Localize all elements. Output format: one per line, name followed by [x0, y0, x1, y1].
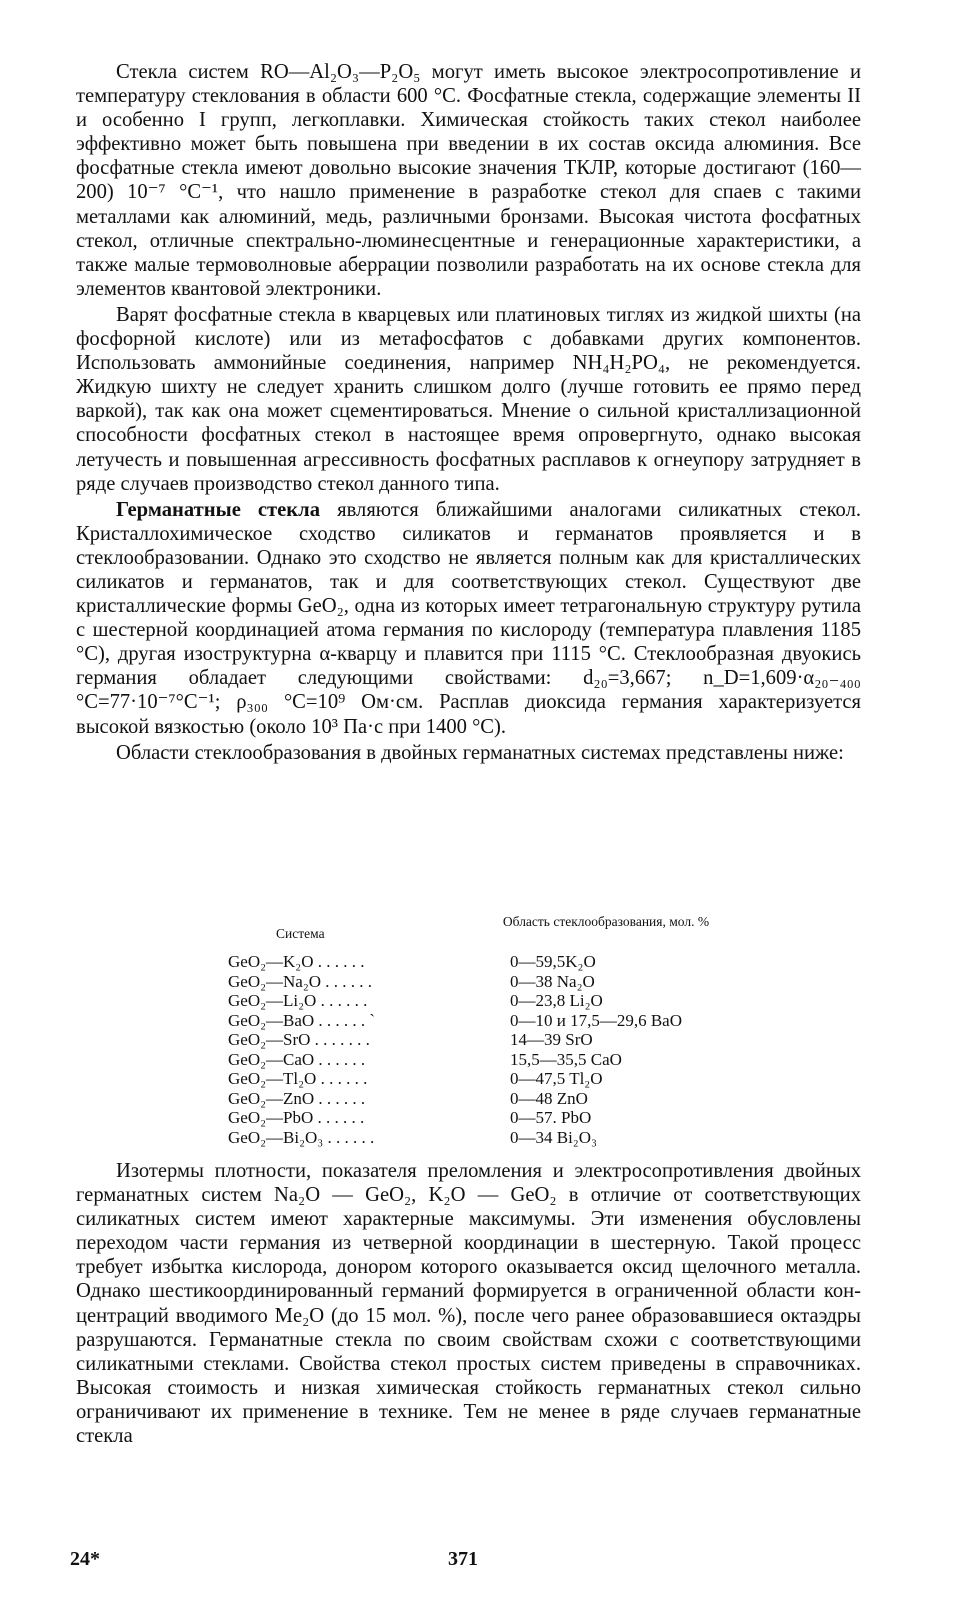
system-cell: GeO₂—Li₂O . . . . . . — [228, 991, 368, 1010]
table-row — [228, 1011, 748, 1031]
system-cell: GeO₂—K₂O . . . . . . — [228, 952, 365, 971]
area-cell: 0—48 ZnO — [510, 1088, 588, 1108]
paragraph-germanate-glasses — [76, 498, 861, 739]
table-header — [228, 914, 748, 952]
paragraph-table-intro: Области стеклообразования в двойных германатных системах представлены ниже: — [116, 741, 844, 764]
table-row — [228, 991, 748, 1011]
area-cell: 0—10 и 17,5—29,6 BaO — [510, 1010, 683, 1030]
page-number: 371 — [448, 1548, 478, 1570]
area-cell: 14—39 SrO — [510, 1030, 593, 1049]
system-cell: GeO₂—Tl₂O . . . . . . — [228, 1069, 368, 1088]
table-body — [228, 952, 748, 1147]
table-row — [228, 1108, 748, 1128]
system-cell: GeO₂—BaO . . . . . . ˋ — [228, 1010, 376, 1030]
paragraph-phosphate-properties: Стекла систем RO—Al₂O₃—P₂O₅ могут иметь высокое электросопротивление и температуру стеклования в области 600 °С. Фосфатные стекла, содержащие элементы II и особенно I групп, легкоплавки. Химическая стойкость таких стекол наиболее эффективно может быть повышена при введении в их состав оксида алюминия. Все фосфатные стекла имеют довольно высокие значения ТКЛР, которые достигают (160—200) 10⁻⁷ °С⁻¹, что нашло применение в разработке стекол для спаев с такими металлами как алюминий, медь, различными бронзами. Высокая чистота фосфатных стекол, отличные спектрально-люминесцентные и генерационные характеристики, а также малые термоволновые аберрации позволили разработать на их основе стекла для элементов квантовой электроники. — [76, 61, 861, 300]
area-cell: 0—59,5K₂O — [510, 952, 596, 971]
table-row — [228, 1089, 748, 1109]
system-cell: GeO₂—ZnO . . . . . . — [228, 1088, 366, 1108]
table-row — [228, 952, 748, 972]
area-cell: 0—38 Na₂O — [510, 971, 595, 991]
system-cell: GeO₂—Na₂O . . . . . . — [228, 971, 373, 991]
signature-mark: 24* — [70, 1548, 100, 1570]
table-row — [228, 1128, 748, 1148]
system-cell: GeO₂—Bi₂O₃ . . . . . . — [228, 1127, 375, 1147]
paragraph-phosphate-melting: Варят фосфатные стекла в кварцевых или платиновых тиглях из жидкой шихты (на фосфорной кислоте) или из метафосфатов с добавками других компонентов. Использовать аммонийные соединения, например NH₄H₂PO₄, не рекомендуется. Жидкую шихту не следует хранить слишком долго (лучше готовить ее прямо перед варкой), так как она может сцементироваться. Мнение о сильной кристаллизационной способности фосфатных стекол в настоящее время опровергнуто, однако высокая летучесть и повышенная агрессивность фосфатных расплавов к огнеупору затрудняет в ряде случаев производство стекол данного типа. — [76, 303, 861, 495]
area-cell: 0—34 Bi₂O₃ — [510, 1127, 597, 1147]
column-header-area: Область стеклообразования, мол. % — [502, 914, 710, 929]
system-cell: GeO₂—SrO . . . . . . . — [228, 1030, 370, 1049]
germanate-text: являются ближайшими аналогами силикатных стекол. Кристаллохимическое сходство силикатов и германатов проявляется и в стеклообразовании. Однако это сходство не является полным как для кристаллических силикатов и германатов, так и для соответствующих стекол. Существуют две кристаллические формы GeO₂, одна из которых имеет тетрагональную структуру рутила с шестерной координацией атома германия по кислороду (температура плавления 1185 °С), другая изоструктурна α-кварцу и плавится при 1115 °С. Стеклообразная двуокись германия обладает следующими свойствами: d₂₀=3,667; n_D=1,609·α₂₀₋₄₀₀ °С=77·10⁻⁷°С⁻¹; ρ₃₀₀ °С=10⁹ Ом·см. Расплав диоксида германия характеризуется высокой вязкостью (около 10³ Па·с при 1400 °С). — [76, 498, 861, 738]
area-cell: 0—47,5 Tl₂O — [510, 1069, 603, 1088]
table-row — [228, 1030, 748, 1050]
table-row — [228, 1069, 748, 1089]
system-cell: GeO₂—CaO . . . . . . — [228, 1049, 366, 1069]
table-row — [228, 1050, 748, 1070]
system-cell: GeO₂—PbO . . . . . . — [228, 1108, 365, 1127]
text-block-top — [76, 60, 861, 765]
area-cell: 0—57. PbO — [510, 1108, 592, 1127]
table-row — [228, 972, 748, 992]
germanate-term: Германатные стекла — [116, 498, 321, 521]
paragraph-germanate-isotherms: Изотермы плотности, показателя преломления и электросопротивления двойных германатных систем Na₂O — GeO₂, K₂O — GeO₂ в отличие от соответствующих силикатных систем имеют характерные максимумы. Эти изменения обусловлены переходом части германия из четверной координации в шестерную. Такой процесс требует избытка кислорода, донором которого оказывается оксид щелочного металла. Однако шестикоординированный германий формируется в ограниченной области концентраций вводимого Me₂O (до 15 мол. %), после чего ранее образовавшиеся октаэдры разрушаются. Германатные стекла по своим свойствам схожи с соответствующими силикатными стеклами. Свойства стекол простых систем приведены в справочниках. Высокая стоимость и низкая химическая стойкость германатных стекол сильно ограничивают их применение в технике. Тем не менее в ряде случаев германатные стекла — [76, 1160, 861, 1448]
glass-formation-table — [228, 914, 748, 1147]
area-cell: 0—23,8 Li₂O — [510, 991, 603, 1010]
area-cell: 15,5—35,5 CaO — [510, 1049, 622, 1069]
column-header-system: Система — [276, 926, 325, 941]
text-block-bottom — [76, 1159, 861, 1448]
